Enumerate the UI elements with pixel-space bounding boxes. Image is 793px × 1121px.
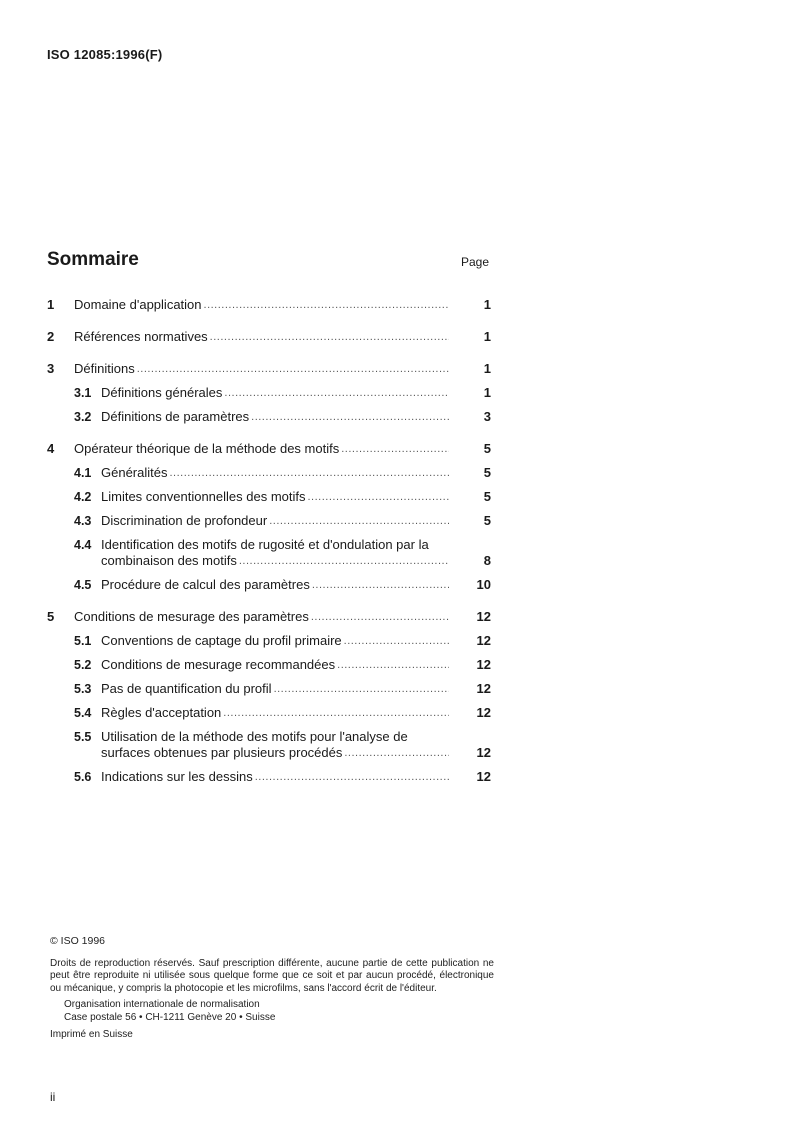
toc-entry-text: Opérateur théorique de la méthode des motifs: [74, 441, 340, 456]
dot-leader: [311, 609, 449, 625]
toc-entry-text: Conventions de captage du profil primaire: [101, 633, 342, 648]
toc-entry-number: 4.2: [74, 490, 92, 504]
toc-entry-text: Domaine d'application: [74, 297, 202, 312]
toc-entry-text: Conditions de mesurage des paramètres: [74, 609, 309, 624]
dot-leader: [137, 361, 449, 377]
toc-entry-number: 2: [47, 329, 55, 344]
toc-entry-text: Règles d'acceptation: [101, 705, 222, 720]
toc-entry-text-continued: surfaces obtenues par plusieurs procédés: [101, 745, 343, 760]
toc-page-column-label: Page: [461, 255, 490, 269]
toc-entry-4[interactable]: [47, 441, 491, 457]
toc-entry-number: 3.1: [74, 386, 92, 400]
toc-entry-text: Conditions de mesurage recommandées: [101, 657, 336, 672]
toc-entry-page: 12: [476, 705, 491, 720]
dot-leader: [239, 553, 449, 569]
toc-entry-page: 1: [483, 329, 491, 344]
toc-entry-text: Définitions de paramètres: [101, 409, 250, 424]
toc-entry-page: 12: [476, 769, 491, 784]
toc-entry-text: Généralités: [101, 465, 168, 480]
copyright-line: © ISO 1996: [50, 935, 106, 947]
toc-entry-4-5[interactable]: [47, 577, 491, 593]
toc-entry-page: 8: [483, 553, 491, 568]
toc-entry-number: 5.3: [74, 682, 92, 696]
toc-entry-text: Indications sur les dessins: [101, 769, 253, 784]
publisher-organization: Organisation internationale de normalisation: [64, 999, 260, 1010]
toc-entry-page: 12: [476, 657, 491, 672]
page-number: ii: [50, 1090, 56, 1104]
dot-leader: [204, 297, 449, 313]
toc-entry-4-3[interactable]: [47, 513, 491, 529]
toc-entry-2[interactable]: [47, 329, 491, 345]
toc-title: Sommaire: [47, 249, 139, 270]
toc-entry-text: Définitions générales: [101, 385, 223, 400]
toc-entry-text: Définitions: [74, 361, 135, 376]
toc-entry-number: 4.1: [74, 466, 92, 480]
toc-entry-text-continued: combinaison des motifs: [101, 553, 237, 568]
toc-entry-number: 4.5: [74, 578, 92, 592]
dot-leader: [269, 513, 449, 529]
toc-entry-number: 3: [47, 361, 55, 376]
toc-entry-3[interactable]: [47, 361, 491, 377]
toc-entry-5-1[interactable]: [47, 633, 491, 649]
toc-entry-page: 3: [483, 409, 491, 424]
toc-entry-page: 5: [483, 513, 491, 528]
toc-entry-4-4[interactable]: [47, 537, 491, 569]
toc-entry-text: Procédure de calcul des paramètres: [101, 577, 310, 592]
document-id: ISO 12085:1996(F): [47, 47, 163, 62]
toc-entry-page: 12: [476, 681, 491, 696]
toc-entry-number: 4: [47, 441, 55, 456]
toc-entry-text: Identification des motifs de rugosité et d'ondulation par la: [101, 537, 429, 552]
toc-entry-number: 4.3: [74, 514, 92, 528]
toc-entry-5-5[interactable]: [47, 729, 491, 761]
toc-entry-text: Références normatives: [74, 329, 208, 344]
toc-entry-number: 4.4: [74, 538, 92, 552]
table-of-contents: [47, 297, 491, 785]
toc-entry-number: 1: [47, 297, 55, 312]
toc-entry-4-2[interactable]: [47, 489, 491, 505]
toc-entry-5-3[interactable]: [47, 681, 491, 697]
dot-leader: [312, 577, 449, 593]
toc-entry-number: 5: [47, 609, 55, 624]
toc-entry-5-6[interactable]: [47, 769, 491, 785]
toc-entry-1[interactable]: [47, 297, 491, 313]
toc-entry-page: 1: [483, 297, 491, 312]
toc-entry-number: 3.2: [74, 410, 92, 424]
dot-leader: [224, 385, 449, 401]
dot-leader: [255, 769, 449, 785]
toc-entry-page: 5: [483, 465, 491, 480]
toc-entry-page: 1: [483, 361, 491, 376]
dot-leader: [210, 329, 449, 345]
dot-leader: [251, 409, 449, 425]
toc-entry-text: Limites conventionnelles des motifs: [101, 489, 306, 504]
toc-entry-3-2[interactable]: [47, 409, 491, 425]
dot-leader: [344, 633, 449, 649]
rights-statement: Droits de reproduction réservés. Sauf prescription différente, aucune partie de cette publication ne peut être reproduite ni utilisée sous quelque forme que ce soit et par aucun procédé, électronique ou mécanique, y compris la photocopie et les microfilms, sans l'accord écrit de l'éditeur.: [50, 957, 494, 994]
toc-entry-number: 5.5: [74, 730, 92, 744]
dot-leader: [344, 745, 449, 761]
toc-entry-page: 12: [476, 633, 491, 648]
toc-entry-5[interactable]: [47, 609, 491, 625]
toc-entry-page: 12: [476, 745, 491, 760]
toc-entry-page: 12: [476, 609, 491, 624]
toc-entry-page: 5: [483, 441, 491, 456]
toc-entry-number: 5.4: [74, 706, 92, 720]
publisher-address: Case postale 56 • CH-1211 Genève 20 • Suisse: [64, 1011, 276, 1023]
copyright-notice: [50, 935, 494, 1042]
toc-entry-number: 5.1: [74, 634, 92, 648]
toc-entry-5-2[interactable]: [47, 657, 491, 673]
printed-in: Imprimé en Suisse: [50, 1029, 133, 1040]
toc-entry-text: Pas de quantification du profil: [101, 681, 272, 696]
dot-leader: [169, 465, 449, 481]
toc-entry-3-1[interactable]: [47, 385, 491, 401]
dot-leader: [341, 441, 449, 457]
toc-entry-page: 10: [476, 577, 491, 592]
toc-entry-page: 1: [483, 385, 491, 400]
toc-entry-text: Utilisation de la méthode des motifs pour l'analyse de: [101, 729, 408, 744]
toc-entry-number: 5.6: [74, 770, 92, 784]
dot-leader: [274, 681, 449, 697]
toc-entry-page: 5: [483, 489, 491, 504]
toc-entry-4-1[interactable]: [47, 465, 491, 481]
dot-leader: [223, 705, 449, 721]
dot-leader: [337, 657, 449, 673]
toc-entry-text: Discrimination de profondeur: [101, 513, 268, 528]
toc-entry-5-4[interactable]: [47, 705, 491, 721]
toc-entry-number: 5.2: [74, 658, 92, 672]
dot-leader: [308, 489, 450, 505]
